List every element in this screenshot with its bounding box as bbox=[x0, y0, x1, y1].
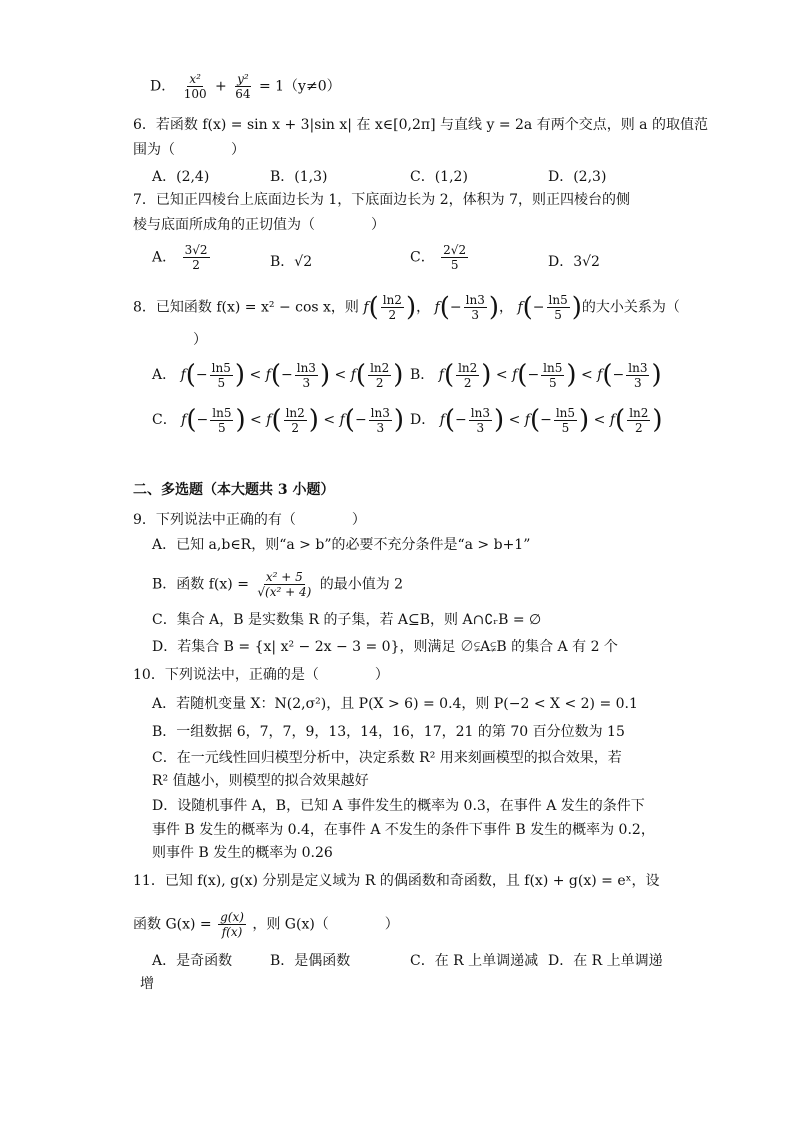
question-11-cont: 函数 G(x) = $\frac{g(x)}{f(x)}$ ，则 G(x)（ ） bbox=[133, 910, 399, 939]
question-8-cont: ） bbox=[193, 332, 207, 348]
fraction: $\frac{\text{x²}}{100}$ bbox=[183, 72, 207, 101]
q10-option-c: C．在一元线性回归模型分析中，决定系数 R² 用来刻画模型的拟合效果，若 bbox=[152, 750, 622, 766]
question-6-cont: 围为（ ） bbox=[133, 142, 245, 158]
q7-option-b: B．√2 bbox=[270, 254, 313, 270]
question-11: 11．已知 f(x), g(x) 分别是定义域为 R 的偶函数和奇函数，且 f(x) + g(x) = eˣ，设 bbox=[133, 873, 660, 889]
q11-option-c: C．在 R 上单调递减 bbox=[410, 953, 539, 969]
q6-option-b: B．(1,3) bbox=[270, 169, 328, 185]
fraction: $\frac{\text{y²}}{64}$ bbox=[235, 72, 251, 101]
q8-option-d: D． f(− $\frac{\ln 3}{3}$ ) < f(− $\frac{\ln 5}{5}$ ) < f( $\frac{\ln 2}{2}$ ) bbox=[410, 405, 663, 435]
q6-option-c: C．(1,2) bbox=[410, 169, 468, 185]
question-7-cont: 棱与底面所成角的正切值为（ ） bbox=[133, 217, 385, 233]
q9-option-b: B．函数 f(x) = $\frac{\text{x² + 5}}{\text{√(x² + 4)}}$ 的最小值为 2 bbox=[152, 570, 404, 599]
q8-option-c: C． f(− $\frac{\ln 5}{5}$ ) < f( $\frac{\ln 2}{2}$ ) < f(− $\frac{\ln 3}{3}$ ) bbox=[152, 405, 405, 435]
q11-option-d-cont: 增 bbox=[140, 976, 154, 992]
q10-option-a: A．若随机变量 X：N(2,σ²)，且 P(X > 6) = 0.4，则 P(−2 < X < 2) = 0.1 bbox=[152, 696, 638, 712]
q10-option-d: D．设随机事件 A，B，已知 A 事件发生的概率为 0.3，在事件 A 发生的条件下 bbox=[152, 798, 645, 814]
q10-option-c-cont: R² 值越小，则模型的拟合效果越好 bbox=[152, 773, 369, 789]
question-7: 7．已知正四棱台上底面边长为 1，下底面边长为 2，体积为 7，则正四棱台的侧 bbox=[133, 192, 630, 208]
option-label: D． bbox=[150, 78, 176, 95]
question-10: 10．下列说法中，正确的是（ ） bbox=[133, 667, 389, 683]
question-6: 6．若函数 f(x) = sin x + 3|sin x| 在 x∈[0,2π] 与直线 y = 2a 有两个交点，则 a 的取值范 bbox=[133, 117, 708, 133]
prev-option-d: D． $\frac{\text{x²}}{100}$ + $\frac{\text{y²}}{64}$ = 1（y≠0） bbox=[150, 72, 341, 101]
q8-option-b: B． f( $\frac{\ln 2}{2}$ ) < f(− $\frac{\ln 5}{5}$ ) < f(− $\frac{\ln 3}{3}$ ) bbox=[410, 360, 662, 390]
section-title: 二、多选题（本大题共 3 小题） bbox=[133, 482, 335, 498]
q10-option-d-cont2: 则事件 B 发生的概率为 0.26 bbox=[152, 845, 333, 861]
q9-option-d: D．若集合 B = {x| x² − 2x − 3 = 0}，则满足 ∅⫋A⫋B 的集合 A 有 2 个 bbox=[152, 639, 618, 655]
q6-option-d: D．(2,3) bbox=[548, 169, 607, 185]
q8-option-a: A． f(− $\frac{\ln 5}{5}$ ) < f(− $\frac{\ln 3}{3}$ ) < f( $\frac{\ln 2}{2}$ ) bbox=[152, 360, 404, 390]
q7-option-a: A． $\frac{3√2}{2}$ bbox=[152, 243, 208, 272]
q6-option-a: A．(2,4) bbox=[152, 169, 210, 185]
q11-option-a: A．是奇函数 bbox=[152, 953, 233, 969]
question-9: 9．下列说法中正确的有（ ） bbox=[133, 512, 366, 528]
q11-option-d: D．在 R 上单调递 bbox=[548, 953, 663, 969]
q9-option-c: C．集合 A，B 是实数集 R 的子集，若 A⊆B，则 A∩∁ᵣB = ∅ bbox=[152, 612, 542, 628]
q7-option-d: D．3√2 bbox=[548, 254, 600, 270]
q10-option-b: B．一组数据 6，7，7，9，13，14，16，17，21 的第 70 百分位数为 15 bbox=[152, 724, 625, 740]
q11-option-b: B．是偶函数 bbox=[270, 953, 351, 969]
q7-option-c: C． $\frac{2√2}{5}$ bbox=[410, 243, 467, 272]
q9-option-a: A．已知 a,b∈R，则“a > b”的必要不充分条件是“a > b+1” bbox=[152, 537, 531, 553]
question-8: 8．已知函数 f(x) = x² − cos x，则 f( $\frac{\ln 2}{2}$ )， f(− $\frac{\ln 3}{3}$ )， f(− $\frac{\ln 5}{5}$ )的大小关系为（ bbox=[133, 292, 680, 323]
q10-option-d-cont: 事件 B 发生的概率为 0.4，在事件 A 不发生的条件下事件 B 发生的概率为 0.2， bbox=[152, 822, 655, 838]
